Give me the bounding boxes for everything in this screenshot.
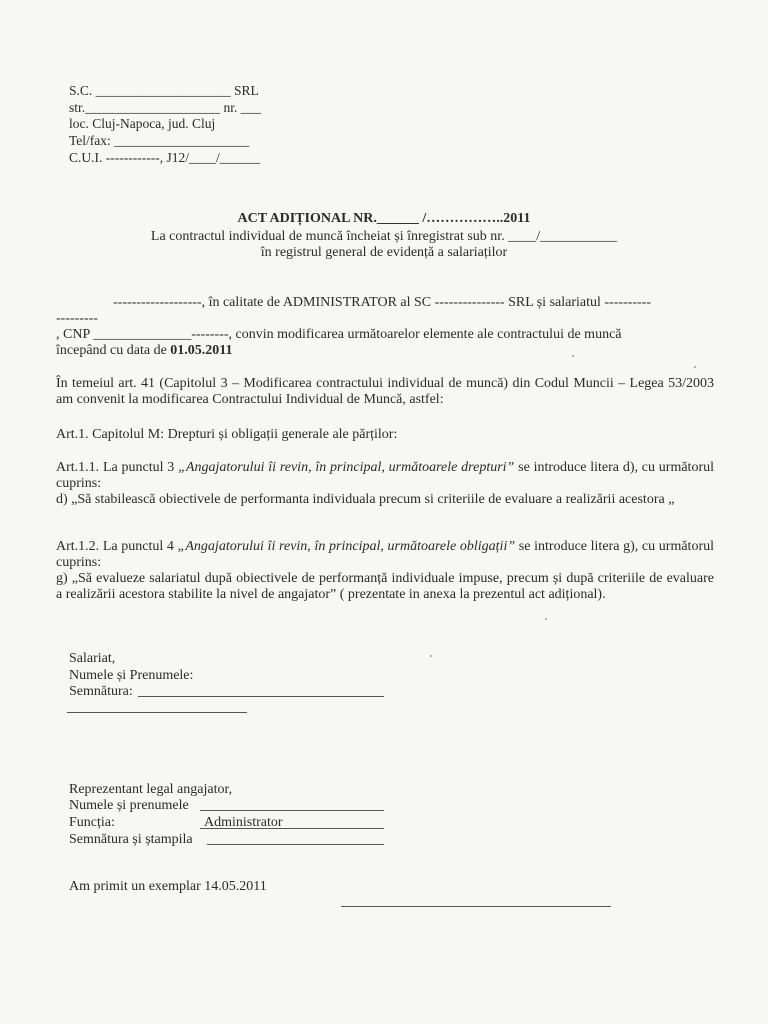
street-line: str.____________________ nr. ___ [69,100,262,115]
intro-date-label: începând cu data de [56,343,171,358]
article-1-2 [56,539,714,571]
employer-label: Reprezentant legal angajator, [69,782,233,797]
employer-name-label: Numele și prenumele [69,798,189,813]
scan-speck [694,366,696,368]
article-1-2-suffix: se introduce litera g), cu următorul cuprins: [56,539,714,570]
employee-extra-line [67,712,247,713]
employee-name-label: Numele și Prenumele: [69,668,194,683]
intro-line-3: , CNP ______________--------, convin modificarea următoarelor elemente ale contractului de muncă [56,327,622,342]
company-line: S.C. ____________________ SRL [69,83,259,98]
employee-label: Salariat, [69,651,116,666]
locality-line: loc. Cluj-Napoca, jud. Cluj [69,116,216,131]
employer-function-value: Administrator [204,815,283,830]
effective-date: 01.05.2011 [170,343,233,358]
article-1-2-italic: „Angajatorului îi revin, în principal, următoarele obligații” [177,539,516,554]
article-1-1 [56,460,714,492]
intro-line-1: -------------------, în calitate de ADMINISTRATOR al SC --------------- SRL și salariatul ---------- [113,295,651,310]
article-1-1-content: d) „Să stabilească obiectivele de performanta individuala precum si criteriile de evaluare a realizării acestora „ [56,492,675,507]
telfax-line: Tel/fax: ____________________ [69,133,250,148]
article-1-heading: Art.1. Capitolul M: Drepturi și obligații generale ale părților: [56,427,398,442]
employee-signature-line [138,696,384,697]
article-1-1-italic: „Angajatorului îi revin, în principal, următoarele drepturi” [178,460,515,475]
scan-speck [545,618,547,620]
employer-function-label: Funcția: [69,815,115,830]
scan-speck [572,355,574,357]
legal-basis-paragraph: În temeiul art. 41 (Capitolul 3 – Modificarea contractului individual de muncă) din Codul Muncii – Legea 53/2003 am convenit la modificarea Contractului Individual de Muncă, astfel: [56,376,714,407]
receipt-signature-line [341,906,611,907]
title-contract-line: La contractul individual de muncă încheiat și înregistrat sub nr. ____/___________ [150,229,618,244]
employer-signature-line [207,844,384,845]
article-1-1-suffix: se introduce litera d), cu următorul cuprins: [56,460,714,491]
title-registry-line: în registrul general de evidență a salariaților [260,245,508,260]
scan-speck [430,655,432,657]
receipt-line: Am primit un exemplar 14.05.2011 [69,879,267,894]
article-1-2-content: g) „Să evalueze salariatul după obiectivele de performanță individuale impuse, precum și după criteriile de evaluare a realizării acestora stabilite la nivel de angajator” ( prezentate in anexa la prezentul act adițional). [56,571,714,602]
employer-function-line [200,828,384,829]
employer-name-line [200,810,384,811]
document-title: ACT ADIȚIONAL NR.______ /……………..2011 [237,211,531,226]
article-1-2-prefix: Art.1.2. La punctul 4 [56,539,178,554]
employee-signature-label: Semnătura: [69,684,133,699]
intro-line-2: --------- [56,311,98,326]
intro-line-4 [56,343,233,359]
article-1-1-prefix: Art.1.1. La punctul 3 [56,460,179,475]
employer-signature-label: Semnătura și ștampila [69,832,193,847]
cui-line: C.U.I. ------------, J12/____/______ [69,150,261,165]
